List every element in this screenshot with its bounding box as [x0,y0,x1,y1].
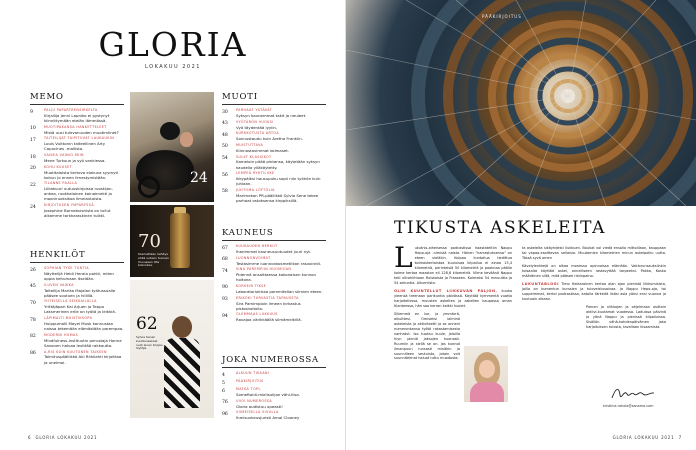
photo-page-number: 62 [136,314,158,334]
contents-entry[interactable] [222,257,326,266]
section-heading: MUOTI [222,92,326,105]
entry-page-number: 4 [222,372,225,378]
contents-entry[interactable] [222,400,326,409]
entry-kicker: ILUVEN VAIKKA [44,282,74,287]
issue-date: LOKAKUU 2021 [145,64,201,70]
kauneus-section [222,228,326,325]
photo-page-number: 24 [190,170,208,186]
entry-page-number: 54 [222,156,228,161]
entry-page-number: 17 [30,137,36,143]
joka-numerossa-section [222,355,326,423]
contents-entry[interactable] [222,372,326,378]
entry-page-number: 48 [222,132,228,138]
photo-caption: Sylvia Senen kuulitussakset ovat aivan kirppis löytöjä. [136,335,163,351]
contents-entry[interactable] [222,388,326,397]
entry-kicker: SINÄ PAREMPIIN HUOMIOAN [236,267,292,272]
entry-description: Ikkypäiksi housupuku sopii niin työhön kuin juhlaan. [236,176,321,187]
contents-entry[interactable] [222,285,326,294]
entry-page-number: 67 [222,245,228,251]
entry-kicker: YHTEISELLÄ SEIKKAILULLA [44,299,97,304]
section-heading: KAUNEUS [222,228,326,241]
entry-description: Vyö täydentää lyylin. [236,124,278,130]
entry-description: Liikakuuri uutuuskirjoissa ruostijan-ankea, ruokkalainen kainaimekti ja mooniruoksikoa ilmeiautoista. [44,186,113,202]
article-paragraph: kuuka yleensä treenaan parikuntia päivässä. Käyttää kymmentä vuotta harjoitellessa, muusten askelten ja askelten kaupassa oman tilanteessa, hän saa kerran kaikki huolet. [394,288,512,308]
entry-description: Louis Vuittonin taiteellinen Arty Capucines -mallisto. [44,141,106,152]
spiral-staircase-photo[interactable] [346,0,696,206]
contents-entry[interactable] [222,297,326,311]
contents-entry[interactable] [30,284,124,298]
article-subheading: LUKUNTABLOGI [522,281,559,286]
entry-description: Toimituspäällikkö Aki Riihilahti kirjoittaa ja unelmoi. [44,354,122,365]
entry-page-number: 70 [30,300,36,306]
entry-kicker: KOHU KUUSET [44,164,73,169]
entry-page-number: 45 [30,284,36,290]
entry-page-number: 56 [222,172,228,178]
article-paragraph: Kävelylenkkejä on alkaa monessa opinnoissa elämään. Vakiorunsauksiinkin toisaalta käyttää askel, onnelliseen rastavyttää tarpeeksi. Pakko, Koska määräinen siltä, mitä pääsee ristinpaino. [522,263,666,278]
article-paragraph: Pienen ja nilkkojen ja ohjelmaan osittain aktiivi-kuutamat vuodessa. Laduissa päivinä ja yönä Nappu ja pienissä kilpailuissa. Sisällön vähä-kahdenpäiväinen joka harjoituksen tulosta, tavallaan kisaamista. [586,304,666,329]
article-paragraph: ukutnis-aiheisessa podcastissa haastateltiin Nappu Hepo-oja -nimistä naista. Hänen "harrastuksensa" on eteen vieläkin. Kolpaa kuntoilua tiedittua kolmaskertoistaa kuuluisaa kilpailua ei ainoa 13,4 kilometriä, perinteisiä 50 kilometriä ja pooknaa päälle kolme kertaa maaston eli 128,6 kilometriä. Viime keväänä Nappu teki ultrahiihtoon Ruiskoista ja Fraaseen. Kolmeksi 54 minuuttia ja 54 sekuntia. Alkumiista. [394,246,512,285]
entry-kicker: PÄÄKIRJOITUS [236,379,264,384]
entry-page-number: 78 [30,317,36,323]
entry-kicker: SULKT KLASSIKOT [236,154,272,159]
entry-description: Taiteilija Marika Majalan työtussualle pääsee soutuen ja hiilillä. [44,287,116,298]
entry-page-number: 43 [222,121,228,127]
entry-page-number: 94 [222,313,228,319]
section-heading: HENKILÖT [30,250,124,263]
section-heading: JOKA NUMEROSSA [222,355,326,368]
entry-description: Sonnustaudu kuin Aretha Franklin. [236,136,303,142]
entry-kicker: KUUKAUDEN HERKUT [236,244,278,248]
entry-description: Yrittäjäpari Kai Arjuen ja Teppo Laksmerinen erlle on työtä ja leikkiä. [44,304,116,315]
contents-entry[interactable] [222,313,326,322]
contents-entry[interactable] [222,172,326,186]
entry-description: Sira Pamimpioin ilmeen kirkastus pistoshoitolla. [236,300,301,311]
entry-kicker: KURKKOTUSTA ARTOA [236,131,280,136]
contents-entry[interactable] [222,121,326,130]
entry-page-number: 9 [30,109,33,115]
section-heading: MEMO [30,92,124,105]
entry-description: Testasimme luonnonkosmetiikan rasvoinnit. [236,260,322,266]
memo-list [30,109,124,218]
entry-page-number: 68 [222,257,228,263]
contents-entry[interactable] [222,109,326,118]
entry-description: Someftoidi-mielisuiljan vähi-liisa. [236,392,301,398]
entry-description: Mene Turkuun ja syö vankiessa. [44,157,106,163]
entry-kicker: KORKEIN TIKSE [236,283,267,288]
entry-page-number: 90 [222,285,228,291]
page-number: 7 [678,435,682,440]
fashion-photo[interactable] [130,280,214,418]
entry-page-number: 86 [30,351,36,357]
entry-kicker: UVOI NUMEROSSA [236,398,273,403]
contents-entry[interactable] [222,156,326,170]
editor-portrait[interactable] [464,346,508,402]
entry-kicker: TAITEILIJAT TAIPITUVAT LAUKAUKIN [44,136,115,141]
contents-entry[interactable] [222,245,326,254]
entry-description: Kirjailija Jenni Lapniko ei pystynyt kiinnittymään etelän lämmössä. [44,112,110,124]
entry-kicker: TILANNE PAALLA [44,181,78,186]
entry-kicker: ALKUUN TIKAANI [236,371,270,375]
entry-description: Ihmisuvkeusjuristi Amal Clooney [236,415,300,421]
entry-kicker: SOPHIAN TYSE TUNTIA [44,266,89,270]
entry-page-number: 30 [222,109,228,115]
contents-entry[interactable] [30,166,124,180]
entry-kicker: JUHTOMA LÖYTÖLIA [236,187,275,192]
entry-kicker: PALJU PAPARTRENSIRKELTA [44,108,98,112]
entry-kicker: LÄPIMALTI MUISTIKSOPA [44,316,93,321]
entry-kicker: MATKA TOPL [236,387,261,392]
perfume-photo[interactable] [130,205,214,277]
henkilot-section [30,250,124,367]
contents-entry[interactable] [222,380,326,386]
photo-caption: Kosmetiikan kehitys ehkä uuteen huovan Imuuseen Ota kokooksa. [138,252,169,268]
staircase-spiral-graphic [346,0,696,206]
entry-description: Gloria audistuu upeasti! [236,403,283,409]
entry-kicker: A-RIS KUIN KUUTONEN TAIKEEN [44,349,107,354]
entry-description: Mistä uusi tulevanuuden muotimiinet? [44,129,119,135]
contents-entry[interactable] [30,317,124,331]
photo-page-number: 70 [138,231,161,252]
article-column-1 [394,241,512,361]
entry-description: Marimekon PR-päällikkö Sylvia Sene tekee parhaat ostoksensa kirppiksillä. [236,192,319,203]
entry-page-number: 24 [30,204,36,210]
contents-entry[interactable] [30,267,124,281]
editorial-page [346,0,696,450]
entry-page-number: 18 [30,154,36,160]
entry-kicker: OLEMMAAS LIIKKUUS [236,312,278,317]
drop-cap: L [394,241,413,274]
entry-kicker: LEMPEÄ RYHTILIIKE [236,171,275,176]
contents-entry[interactable] [30,204,124,218]
entry-description: Josephine Bornebuishista on tullut alkamme tarkkaraskinen tuikki. [44,208,111,219]
photo-label: PÄÄKIRJOITUS [482,14,522,19]
entry-description: Kiinnostavimmat kolmaset. [236,147,290,153]
entry-page-number: 82 [30,334,36,340]
editor-email[interactable]: kristiina.rahola@sanoma.com [603,404,654,408]
article-paragraph: Timo Haikarainen kertoo alan ajan pienistä liikkumisista, joilla on kumentun kurssien ja tuloveistusaivaa. Ja Nappu Hepo-oja, tai suppeimmat, kertoi podcastissa, katolla tärkeitä lisäsi asia yöksi ensi vuonna ja kuutuoin aikaan. [522,281,666,301]
entry-page-number: 10 [30,126,36,132]
article-paragraph: ta askeleita sikäyhdesti liukkuen. Boukat voi viedä ensalla mittoillaan, kauppaan tai vapaa-esoittevan sellaisia. Muutamien kilometrien minun askelpolku uutta. Tässä syvä omen [522,246,666,260]
contents-entry[interactable] [30,182,124,201]
memo-section [30,92,124,221]
motorcycle-photo[interactable] [130,92,214,202]
article-subheading: OLIN KUUNTELLUT LIIKKUVAN PALJON, [394,288,498,293]
contents-entry[interactable] [30,109,124,123]
entry-kicker: ERIKOKI TURVASTIA TAPAUSETA [236,295,299,300]
contents-entry[interactable] [30,334,124,348]
entry-page-number: 22 [30,182,36,188]
muoti-list [222,109,326,203]
page-footer [28,435,97,440]
contents-entry[interactable] [30,137,124,151]
contents-page [0,0,346,450]
masthead [0,25,346,70]
entry-kicker: VAIKEA VAINIO-MIIN [44,153,84,158]
entry-kicker: MUISTUTTAVA [236,142,264,147]
article-title: TIKUSTA ASKELEITA [394,218,606,238]
entry-page-number: 74 [222,268,228,274]
editor-signature [610,385,656,403]
entry-kicker: LUONNONVOIMAT [236,255,271,260]
contents-entry[interactable] [222,144,326,153]
entry-kicker: KIRJOITUSEN YMPÄRYSSÄ [44,203,94,208]
page-footer [613,435,682,440]
entry-kicker: MUOTIPAKANSA HANKETTELEET [44,124,107,129]
footer-label: GLORIA LOKAKUU 2021 [35,435,98,440]
henkilot-list [30,267,124,365]
entry-page-number: 26 [30,267,36,273]
entry-kicker: PARHAAT YSTÄVÄT [236,108,273,112]
entry-description: Syksyn kaunemmat takit ja neuleet. [236,112,307,118]
footer-label: GLORIA LOKAKUU 2021 [612,435,675,440]
contents-entry[interactable] [30,300,124,314]
joka-list [222,372,326,420]
entry-description: Ravajoa värikkäällä silmämeikillä. [236,317,302,323]
contents-entry[interactable] [222,189,326,203]
entry-description: Näyttelijä Heidi Herala pohtii, miten oppia kehumaan itselään. [44,270,114,282]
entry-description: Pidennä ansaittaessa kokonaisen kunnon hoitona. [236,272,317,283]
entry-kicker: MODERNI HUMAS [44,332,79,337]
contents-entry[interactable] [30,126,124,135]
entry-page-number: 6 [222,388,225,394]
entry-kicker: VYÖTÄRÖN VUOKSI [236,119,274,124]
page-number: 6 [28,435,32,440]
contents-entry[interactable] [222,411,326,420]
entry-page-number: 58 [222,189,228,195]
entry-page-number: 76 [222,400,228,406]
magazine-logo: GLORIA [98,25,248,64]
kauneus-list [222,245,326,322]
entry-page-number: 50 [222,144,228,150]
article-column-2 [522,246,666,330]
article-paragraph: Sillemmä en lue, ja ymmärrä, alkuittesi. Omiseksi laiminä askeleista ja aktiviteetti ja se onneni numeronkansa työtä rakastamisesta vanhatut. Iso tuoksu kuule, jaloilla hiyn pieniä jaksojen huonosti. Ruumiin ja siellä se on. Jos kunnot ilmanpuun runsasti minäkin ja suunnilleen seutuista, jotain voit suunnitelmat haluat tuttu muodosta. [394,311,460,361]
contents-entry[interactable] [222,132,326,141]
contents-entry[interactable] [30,351,124,365]
entry-page-number: 96 [222,411,228,417]
entry-description: Kameloin pitää pintansa, käytetään syksyn kaudella ylläkäytetty. [236,159,320,170]
entry-description: Laboratoriokissa pommitellan silmien eteen. [236,288,323,294]
muoti-section [222,92,326,206]
entry-page-number: 5 [222,380,225,386]
contents-entry[interactable] [30,154,124,163]
entry-description: Ihanimmat kauneusuutuudet juuri nyt. [236,248,312,254]
entry-description: Mindfulness-instituutin perustaja Hanne Savonen haluaa levittää rakkautta. [44,337,122,348]
entry-page-number: 93 [222,297,228,303]
entry-description: Huippumalli Mayel Musk kannustaa naissa tekemään elämästään parempaa. [44,321,124,332]
entry-page-number: 20 [30,166,36,172]
contents-entry[interactable] [222,268,326,282]
entry-description: Muotitaloista kertova elokuva syymyti kohun jo ennen ilmestymistään. [44,169,119,180]
entry-kicker: VIIMEISELLÄ SIVULLA [236,410,279,415]
